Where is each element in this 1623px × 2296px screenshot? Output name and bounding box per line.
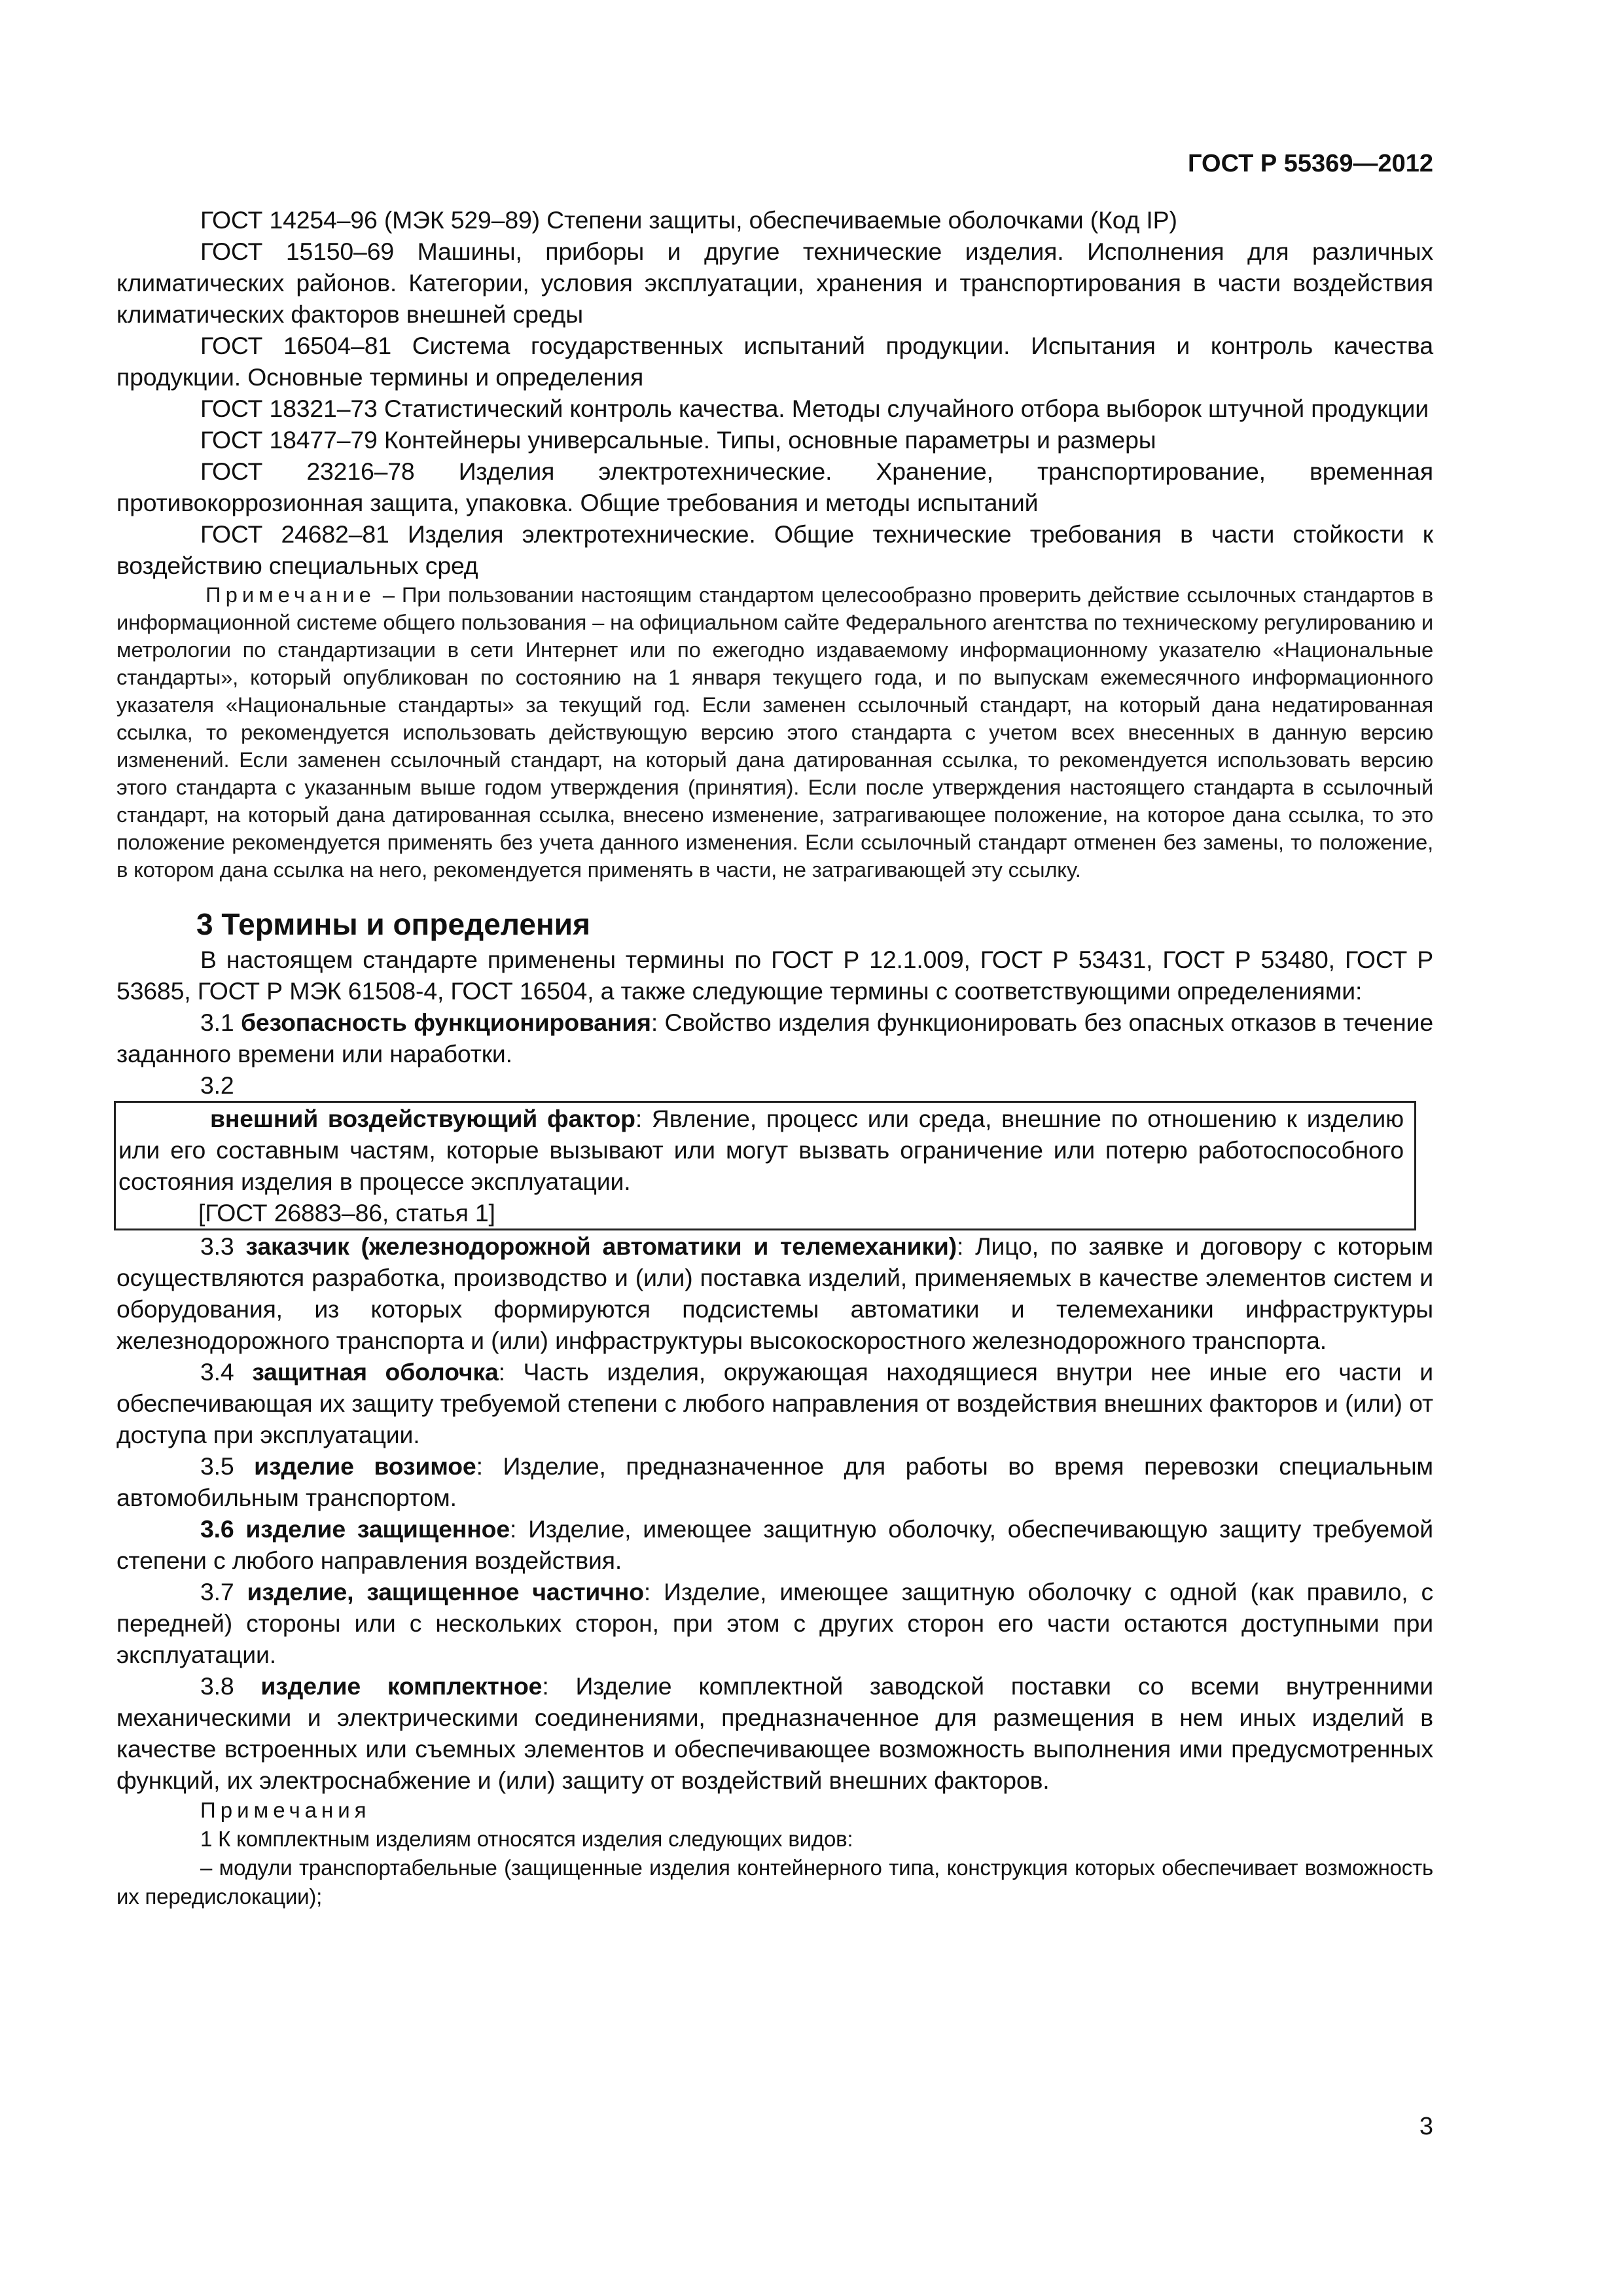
reference-gost-18321: ГОСТ 18321–73 Статистический контроль качества. Методы случайного отбора выборок штучной продукции: [200, 395, 1429, 422]
term-number: 3.4: [200, 1358, 253, 1386]
term-3-3: [116, 1230, 1433, 1356]
reference-gost-18477: ГОСТ 18477–79 Контейнеры универсальные. Типы, основные параметры и размеры: [200, 426, 1156, 454]
references-note: [116, 581, 1433, 884]
term-3-2-source: [ГОСТ 26883–86, статья 1]: [198, 1199, 495, 1227]
reference-gost-16504: ГОСТ 16504–81 Система государственных испытаний продукции. Испытания и контроль качества продукции. Основные термины и определения: [116, 332, 1433, 391]
term-number: 3.6: [200, 1515, 246, 1543]
term-3-2-box: [114, 1101, 1416, 1230]
term-3-2-number: 3.2: [200, 1071, 234, 1099]
note-text: – При пользовании настоящим стандартом целесообразно проверить действие ссылочных стандартов в информационной системе общего пользования – на официальном сайте Федерального агентства по техническому регулированию и метрологии по стандартизации в сети Интернет или по ежегодно издаваемому информационному указателю «Национальные стандарты», который опубликован по состоянию на 1 января текущего года, и по выпускам ежемесячного информационного указателя «Национальные стандарты» за текущий год. Если заменен ссылочный стандарт, на который дана недатированная ссылка, то рекомендуется использовать действующую версию этого стандарта с учетом всех внесенных в данную версию изменений. Если заменен ссылочный стандарт, на который дана датированная ссылка, то рекомендуется использовать версию этого стандарта с указанным выше годом утверждения (принятия). Если после утверждения настоящего стандарта в ссылочный стандарт, на который дана датированная ссылка, внесено изменение, затрагивающее положение, на которое дана ссылка, то это положение рекомендуется применять без учета данного изменения. Если ссылочный стандарт отменен без замены, то положение, в котором дана ссылка на него, рекомендуется применять в части, не затрагивающей эту ссылку.: [116, 583, 1433, 882]
term-definition: : Изделие, предназначенное для работы во время перевозки специальным автомобильным транспортом.: [116, 1452, 1433, 1511]
reference-gost-15150: ГОСТ 15150–69 Машины, приборы и другие технические изделия. Исполнения для различных климатических районов. Категории, условия эксплуатации, хранения и транспортирования в части воздействия климатических факторов внешней среды: [116, 238, 1433, 328]
term-number: 3.3: [200, 1232, 246, 1260]
note-1: 1 К комплектным изделиям относятся изделия следующих видов:: [200, 1827, 853, 1851]
term-name: внешний воздействующий фактор: [210, 1105, 635, 1132]
note-1-item: – модули транспортабельные (защищенные изделия контейнерного типа, конструкция которых обеспечивает возможность их передислокации);: [116, 1856, 1433, 1909]
section-title: 3 Термины и определения: [196, 907, 590, 941]
term-number: 3.5: [200, 1452, 255, 1480]
term-name: изделие, защищенное частично: [247, 1578, 644, 1605]
term-name: изделие возимое: [254, 1452, 476, 1480]
reference-gost-24682: ГОСТ 24682–81 Изделия электротехнические. Общие технические требования в части стойкости к воздействию специальных сред: [116, 520, 1433, 579]
page-number: 3: [1419, 2113, 1433, 2140]
term-3-5: [116, 1450, 1433, 1513]
term-number: 3.1: [200, 1009, 241, 1036]
term-definition: : Часть изделия, окружающая находящиеся внутри нее иные его части и обеспечивающая их защиту требуемой степени с любого направления от воздействия внешних факторов и (или) от доступа при эксплуатации.: [116, 1358, 1433, 1448]
term-definition: : Изделие, имеющее защитную оболочку с одной (как правило, с передней) стороны или с нескольких сторон, при этом с других сторон его части остаются доступными при эксплуатации.: [116, 1578, 1433, 1668]
term-name: безопасность функционирования: [240, 1009, 651, 1036]
term-3-6: [116, 1513, 1433, 1576]
term-3-2: [118, 1103, 1404, 1197]
document-page: [116, 149, 1433, 1911]
section-intro: В настоящем стандарте применены термины по ГОСТ Р 12.1.009, ГОСТ Р 53431, ГОСТ Р 53480, ГОСТ Р 53685, ГОСТ Р МЭК 61508-4, ГОСТ 16504, а также следующие термины с соответствующими определениями:: [116, 946, 1433, 1005]
note-label: Примечание: [205, 583, 376, 607]
reference-gost-23216: ГОСТ 23216–78 Изделия электротехнические. Хранение, транспортирование, временная противокоррозионная защита, упаковка. Общие требования и методы испытаний: [116, 457, 1433, 516]
term-definition: : Лицо, по заявке и договору с которым осуществляются разработка, производство и (или) поставка изделий, применяемых в качестве элементов систем и оборудования, из которых формируются подсистемы автоматики и телемеханики инфраструктуры железнодорожного транспорта и (или) инфраструктуры высокоскоростного железнодорожного транспорта.: [116, 1232, 1433, 1354]
term-3-4: [116, 1356, 1433, 1450]
term-definition: : Изделие комплектной заводской поставки со всеми внутренними механическими и электрическими соединениями, предназначенное для размещения в нем иных изделий в качестве встроенных или съемных элементов и обеспечивающее возможность выполнения ими предусмотренных функций, их электроснабжение и (или) защиту от воздействий внешних факторов.: [116, 1672, 1433, 1794]
notes-label: [116, 1796, 1433, 1825]
term-name: изделие комплектное: [260, 1672, 543, 1700]
reference-gost-14254: ГОСТ 14254–96 (МЭК 529–89) Степени защиты, обеспечиваемые оболочками (Код IP): [200, 206, 1177, 234]
term-name: заказчик (железнодорожной автоматики и телемеханики): [245, 1232, 957, 1260]
term-number: 3.8: [200, 1672, 261, 1700]
term-number: 3.7: [200, 1578, 247, 1605]
term-name: защитная оболочка: [252, 1358, 499, 1386]
term-definition: : Явление, процесс или среда, внешние по отношению к изделию или его составным частям, которые вызывают или могут вызвать ограничение или потерю работоспособного состояния изделия в процессе эксплуатации.: [118, 1105, 1404, 1195]
term-3-1: [116, 1007, 1433, 1069]
term-name: изделие защищенное: [245, 1515, 510, 1543]
document-header-id: ГОСТ Р 55369—2012: [1188, 150, 1433, 177]
term-definition: : Изделие, имеющее защитную оболочку, обеспечивающую защиту требуемой степени с любого направления воздействия.: [116, 1515, 1433, 1574]
term-3-8: [116, 1670, 1433, 1796]
term-3-7: [116, 1576, 1433, 1670]
term-definition: : Свойство изделия функционировать без опасных отказов в течение заданного времени или наработки.: [116, 1009, 1433, 1067]
notes-label-text: Примечания: [200, 1798, 371, 1822]
